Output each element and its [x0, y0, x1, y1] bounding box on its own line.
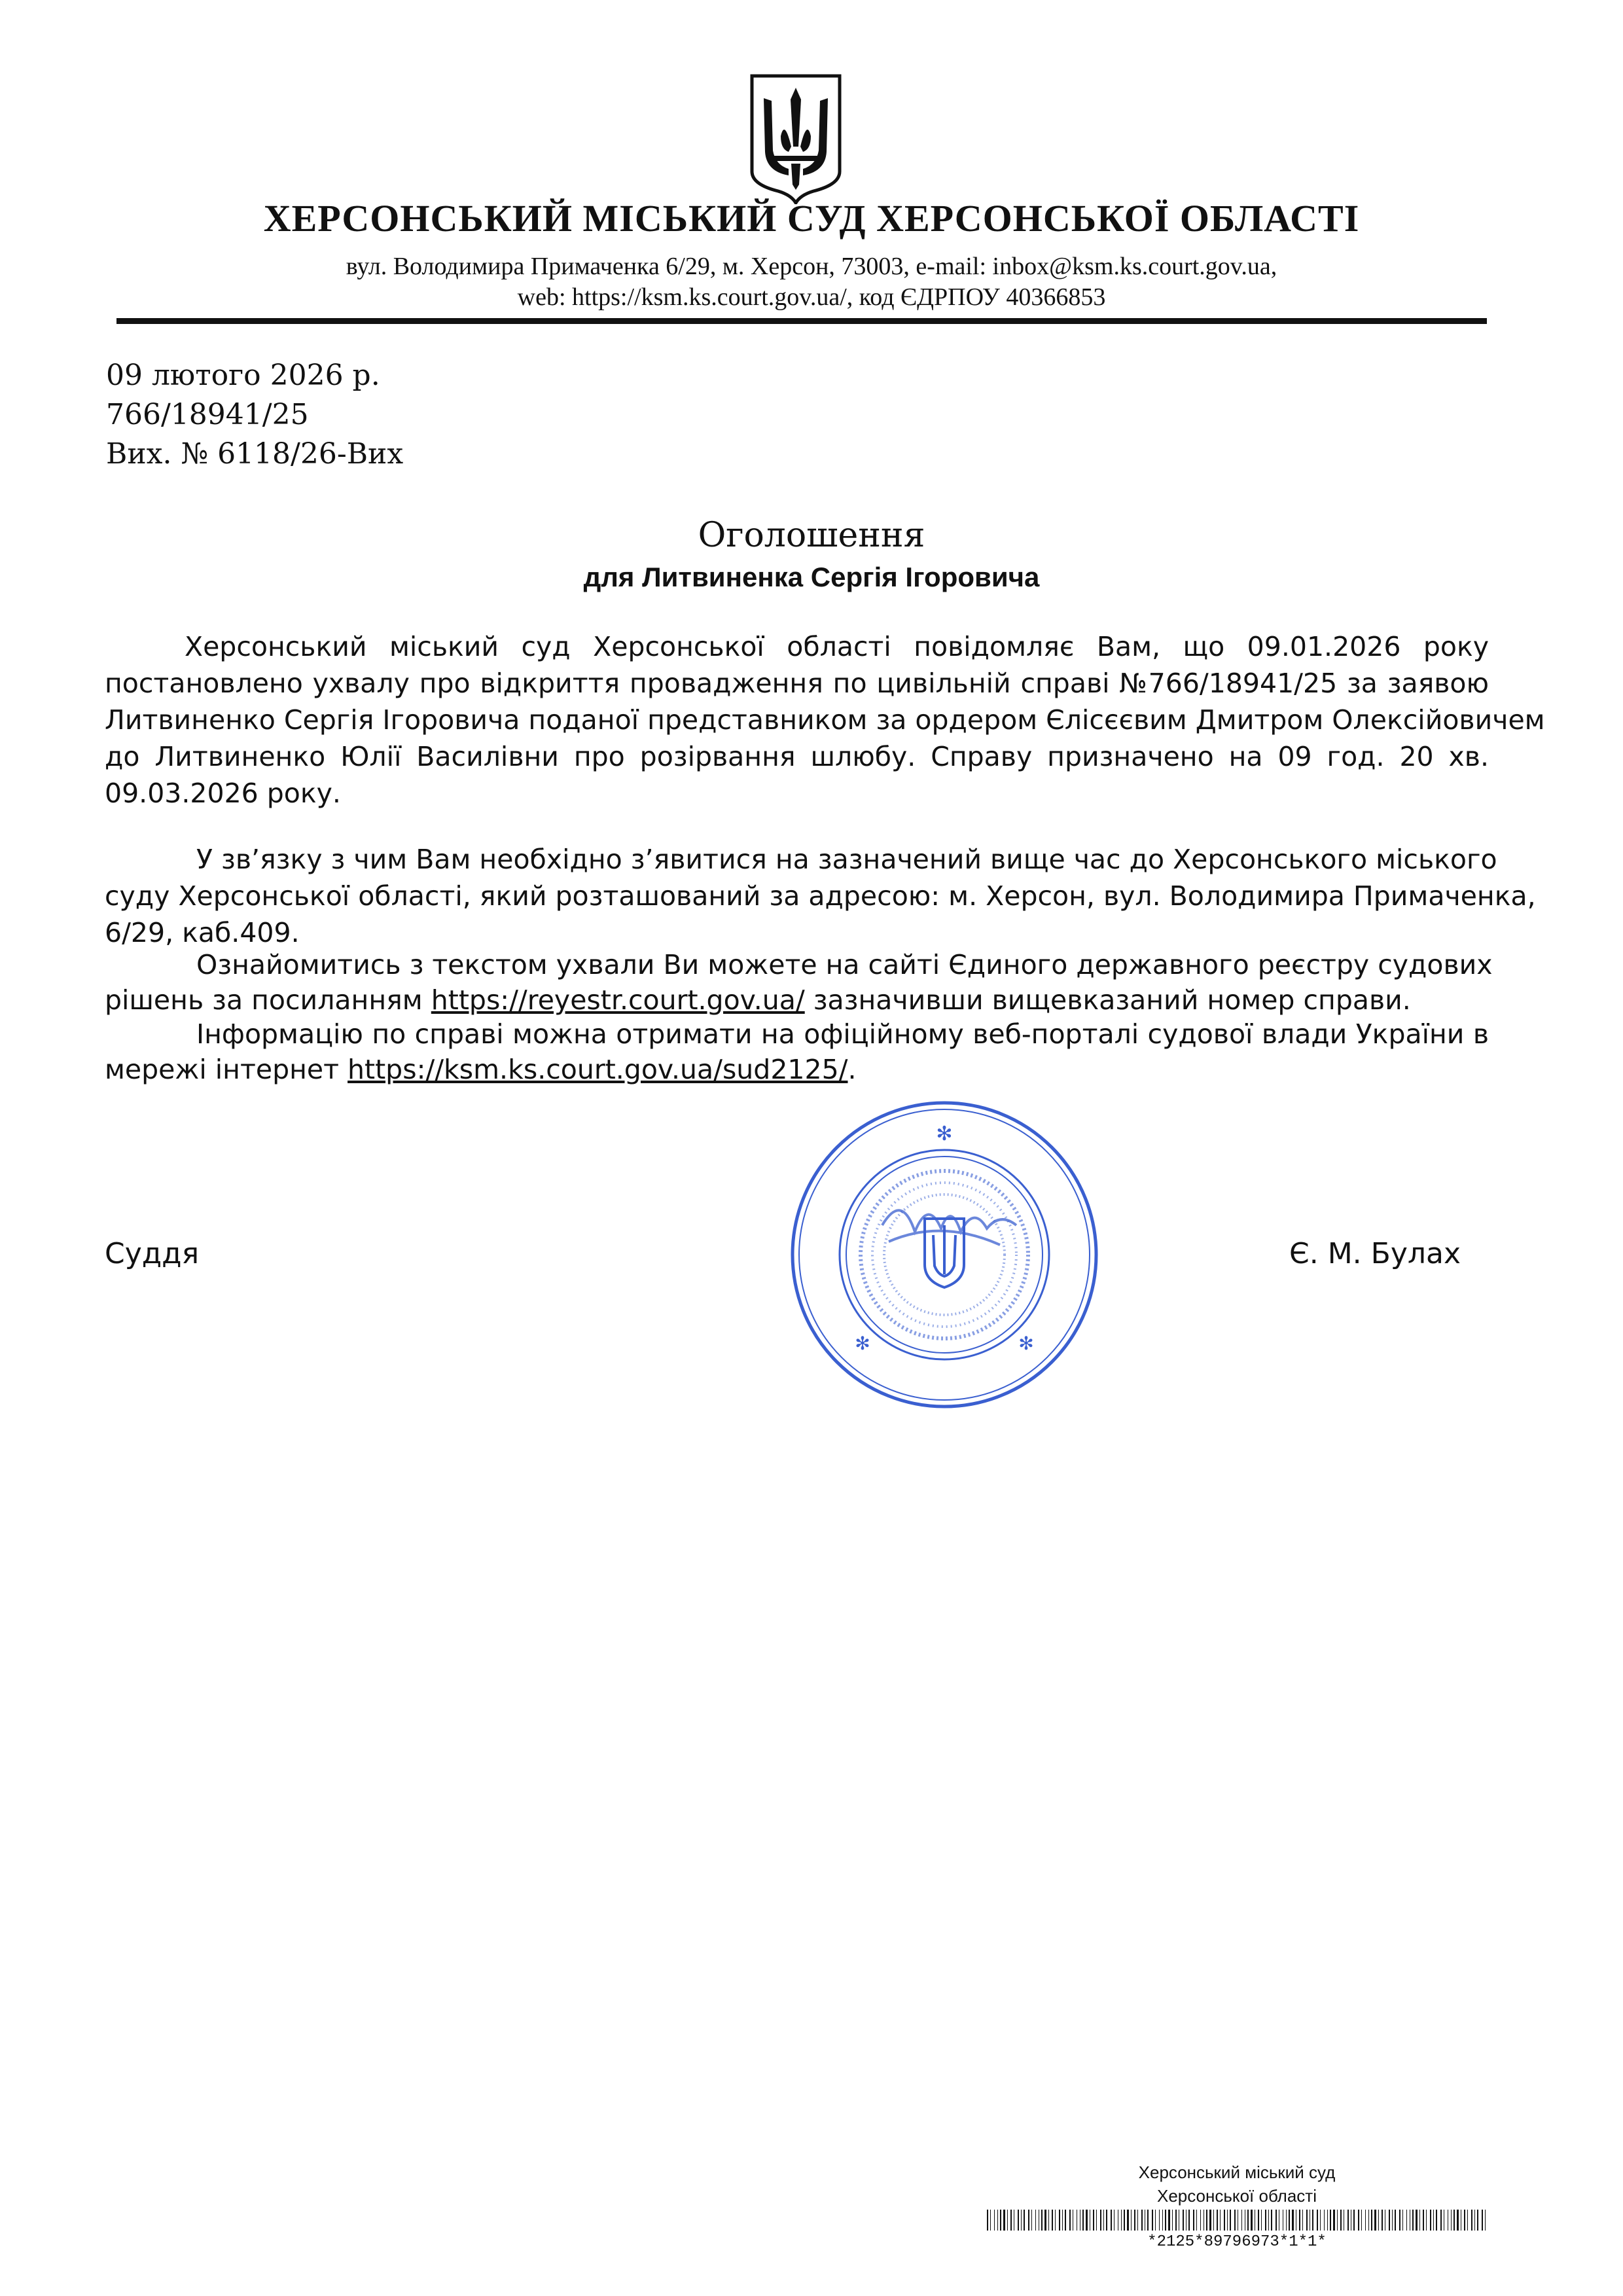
- barcode-bar: [1124, 2210, 1125, 2231]
- svg-text:✻: ✻: [855, 1333, 870, 1354]
- barcode-bar: [1044, 2210, 1046, 2231]
- barcode-bar: [1141, 2210, 1143, 2231]
- barcode-bar: [1423, 2210, 1424, 2231]
- judge-label: Суддя: [105, 1237, 200, 1270]
- barcode-bar: [1059, 2210, 1060, 2231]
- barcode-number: *2125*89796973*1*1*: [1147, 2233, 1327, 2251]
- barcode-bar: [1358, 2210, 1359, 2231]
- barcode-bar: [1103, 2210, 1104, 2231]
- barcode-bar: [1419, 2210, 1420, 2231]
- barcode-bar: [1230, 2210, 1231, 2231]
- barcode-bar: [1464, 2210, 1465, 2231]
- barcode-bar: [1010, 2210, 1012, 2231]
- barcode-bar: [1152, 2210, 1153, 2231]
- case-number: 766/18941/25: [106, 398, 309, 431]
- barcode-bar: [1131, 2210, 1132, 2231]
- paragraph-4-text-before-link: мережі інтернет: [105, 1054, 348, 1085]
- paragraph-1-line-1: Херсонський міський суд Херсонської області повідомляє Вам, що 09.01.2026 року: [185, 631, 1489, 662]
- barcode-bar: [1333, 2210, 1335, 2231]
- barcode-bar: [1337, 2210, 1338, 2231]
- barcode-bar: [1175, 2210, 1177, 2231]
- barcode-bar: [1275, 2210, 1277, 2231]
- court-title: ХЕРСОНСЬКИЙ МІСЬКИЙ СУД ХЕРСОНСЬКОЇ ОБЛАСТІ: [263, 197, 1360, 240]
- barcode-bar: [1482, 2210, 1483, 2231]
- barcode-bar: [1111, 2210, 1112, 2231]
- barcode-bar: [1000, 2210, 1001, 2231]
- barcode-bar: [1317, 2210, 1318, 2231]
- barcode-bar: [994, 2210, 995, 2231]
- barcode-bar: [1371, 2210, 1372, 2231]
- barcode-bar: [1069, 2210, 1071, 2231]
- barcode-bar: [1024, 2210, 1025, 2231]
- barcode-bar: [1440, 2210, 1442, 2231]
- paragraph-4-text-after-link: .: [847, 1054, 857, 1085]
- barcode-bar: [1227, 2210, 1228, 2231]
- barcode-bar: [1286, 2210, 1287, 2231]
- barcode-bar: [1172, 2210, 1173, 2231]
- court-portal-link[interactable]: https://ksm.ks.court.gov.ua/sud2125/: [348, 1054, 848, 1085]
- barcode-bar: [1416, 2210, 1418, 2231]
- barcode-bar: [1289, 2210, 1290, 2231]
- barcode-bar: [1399, 2210, 1400, 2231]
- paragraph-2-line-2: суду Херсонської області, який розташований за адресою: м. Херсон, вул. Володимира Примаченка,: [105, 880, 1536, 912]
- judge-name: Є. М. Булах: [1289, 1237, 1461, 1270]
- barcode-bar: [1426, 2210, 1427, 2231]
- barcode-bar: [1268, 2210, 1269, 2231]
- barcode-bar: [1306, 2210, 1308, 2231]
- barcode-bar: [1347, 2210, 1349, 2231]
- barcode-bar: [1392, 2210, 1393, 2231]
- paragraph-4-line-1: Інформацію по справі можна отримати на офіційному веб-порталі судової влади України в: [196, 1018, 1489, 1050]
- barcode-bar: [1353, 2210, 1355, 2231]
- barcode-bar: [1320, 2210, 1321, 2231]
- barcode-bar: [1389, 2210, 1390, 2231]
- announcement-title: Оголошення: [698, 516, 925, 555]
- outgoing-number: Вих. № 6118/26-Вих: [106, 437, 404, 471]
- barcode-bar: [990, 2210, 991, 2231]
- barcode-bar: [1471, 2210, 1472, 2231]
- barcode-bar: [1361, 2210, 1362, 2231]
- barcode-bar: [1454, 2210, 1455, 2231]
- barcode-bar: [1312, 2210, 1313, 2231]
- barcode-bar: [1340, 2210, 1342, 2231]
- barcode-bar: [1200, 2210, 1201, 2231]
- barcode-bar: [1368, 2210, 1369, 2231]
- barcode-bar: [1292, 2210, 1294, 2231]
- barcode-bar: [1485, 2210, 1486, 2231]
- barcode-bar: [1378, 2210, 1379, 2231]
- barcode-bar: [1100, 2210, 1101, 2231]
- barcode-bar: [1147, 2210, 1149, 2231]
- barcode-bar: [1430, 2210, 1431, 2231]
- announcement-recipient: для Литвиненка Сергія Ігоровича: [583, 562, 1040, 592]
- barcode-bar: [987, 2210, 988, 2231]
- trident-emblem-icon: [748, 73, 844, 204]
- court-seal-stamp: [784, 1094, 1105, 1415]
- paragraph-3-text-after-link: зазначивши вищевказаний номер справи.: [804, 984, 1411, 1016]
- barcode-bar: [1365, 2210, 1366, 2231]
- barcode-bar: [1093, 2210, 1094, 2231]
- court-web-and-code: web: https://ksm.ks.court.gov.ua/, код ЄДРПОУ 40366853: [517, 283, 1106, 311]
- paragraph-2-line-1: У зв’язку з чим Вам необхідно з’явитися на зазначений вище час до Херсонського міського: [196, 844, 1497, 875]
- barcode-bar: [1224, 2210, 1225, 2231]
- paragraph-4-line-2: [105, 1051, 1489, 1088]
- barcode-bar: [1193, 2210, 1194, 2231]
- barcode-bar: [1209, 2210, 1211, 2231]
- barcode-bar: [1395, 2210, 1396, 2231]
- barcode-bar: [1433, 2210, 1434, 2231]
- paragraph-1-line-2: постановлено ухвалу про відкриття провадження по цивільній справі №766/18941/25 за заявою: [105, 668, 1489, 699]
- barcode-bar: [1217, 2210, 1218, 2231]
- barcode-bar: [1477, 2210, 1478, 2231]
- barcode-bar: [1106, 2210, 1107, 2231]
- barcode-bar: [1196, 2210, 1197, 2231]
- barcode-bar: [1127, 2210, 1129, 2231]
- paragraph-3-line-2: [105, 982, 1489, 1018]
- barcode-bar: [1052, 2210, 1053, 2231]
- barcode-bar: [1065, 2210, 1066, 2231]
- barcode-bar: [1206, 2210, 1207, 2231]
- barcode-bar: [1213, 2210, 1214, 2231]
- barcode-bar: [1048, 2210, 1049, 2231]
- svg-text:✻: ✻: [1018, 1333, 1034, 1354]
- barcode-bar: [1265, 2210, 1266, 2231]
- paragraph-1-line-3: Литвиненко Сергія Ігоровича поданої представником за ордером Єлісєєвим Дмитром Олексійовичем: [105, 704, 1545, 736]
- footer-court-region: Херсонської області: [1157, 2186, 1317, 2206]
- barcode-bar: [997, 2210, 998, 2231]
- barcode-bar: [1220, 2210, 1221, 2231]
- barcode-bar: [1134, 2210, 1135, 2231]
- barcode-bar: [1188, 2210, 1190, 2231]
- barcode-bar: [1271, 2210, 1272, 2231]
- document-barcode: [987, 2210, 1486, 2231]
- court-address: вул. Володимира Примаченка 6/29, м. Херсон, 73003, e-mail: inbox@ksm.ks.court.gov.ua,: [346, 253, 1277, 280]
- barcode-bar: [1402, 2210, 1403, 2231]
- barcode-bar: [1086, 2210, 1088, 2231]
- barcode-bar: [1467, 2210, 1468, 2231]
- barcode-bar: [1003, 2210, 1005, 2231]
- barcode-bar: [1055, 2210, 1056, 2231]
- paragraph-2-line-3: 6/29, каб.409.: [105, 917, 300, 948]
- barcode-bar: [1241, 2210, 1242, 2231]
- document-date: 09 лютого 2026 р.: [106, 359, 380, 392]
- barcode-bar: [1018, 2210, 1019, 2231]
- barcode-bar: [1299, 2210, 1300, 2231]
- paragraph-3-text-before-link: рішень за посиланням: [105, 984, 431, 1016]
- barcode-bar: [1451, 2210, 1452, 2231]
- barcode-bar: [1041, 2210, 1043, 2231]
- barcode-bar: [1302, 2210, 1303, 2231]
- barcode-bar: [1251, 2210, 1253, 2231]
- barcode-bar: [1007, 2210, 1008, 2231]
- barcode-bar: [1114, 2210, 1115, 2231]
- barcode-bar: [1406, 2210, 1407, 2231]
- barcode-bar: [1258, 2210, 1259, 2231]
- barcode-bar: [1382, 2210, 1383, 2231]
- barcode-bar: [1183, 2210, 1184, 2231]
- paragraph-3-line-1: Ознайомитись з текстом ухвали Ви можете на сайті Єдиного державного реєстру судових: [196, 949, 1493, 980]
- barcode-bar: [1436, 2210, 1437, 2231]
- barcode-bar: [1096, 2210, 1097, 2231]
- barcode-bar: [1121, 2210, 1122, 2231]
- barcode-bar: [1165, 2210, 1166, 2231]
- paragraph-1-line-4: до Литвиненко Юлії Василівни про розірвання шлюбу. Справу призначено на 09 год. 20 хв.: [105, 741, 1489, 772]
- barcode-bar: [1474, 2210, 1475, 2231]
- barcode-bar: [1330, 2210, 1331, 2231]
- barcode-bar: [1324, 2210, 1325, 2231]
- barcode-bar: [1457, 2210, 1459, 2231]
- barcode-bar: [1031, 2210, 1032, 2231]
- barcode-bar: [1035, 2210, 1036, 2231]
- barcode-bar: [1159, 2210, 1160, 2231]
- footer-court-name: Херсонський міський суд: [1138, 2162, 1336, 2182]
- barcode-bar: [1327, 2210, 1328, 2231]
- barcode-bar: [1155, 2210, 1156, 2231]
- barcode-bar: [1412, 2210, 1414, 2231]
- barcode-bar: [1247, 2210, 1249, 2231]
- barcode-bar: [1168, 2210, 1170, 2231]
- barcode-bar: [1261, 2210, 1262, 2231]
- barcode-bar: [1028, 2210, 1029, 2231]
- barcode-bar: [1082, 2210, 1084, 2231]
- barcode-bar: [1374, 2210, 1376, 2231]
- reyestr-link[interactable]: https://reyestr.court.gov.ua/: [431, 984, 805, 1016]
- barcode-bar: [1234, 2210, 1236, 2231]
- barcode-bar: [1137, 2210, 1138, 2231]
- barcode-bar: [1162, 2210, 1163, 2231]
- barcode-bar: [1062, 2210, 1063, 2231]
- paragraph-1-line-5: 09.03.2026 року.: [105, 778, 341, 809]
- barcode-bar: [1021, 2210, 1022, 2231]
- svg-text:✻: ✻: [936, 1122, 953, 1145]
- header-divider: [116, 318, 1487, 324]
